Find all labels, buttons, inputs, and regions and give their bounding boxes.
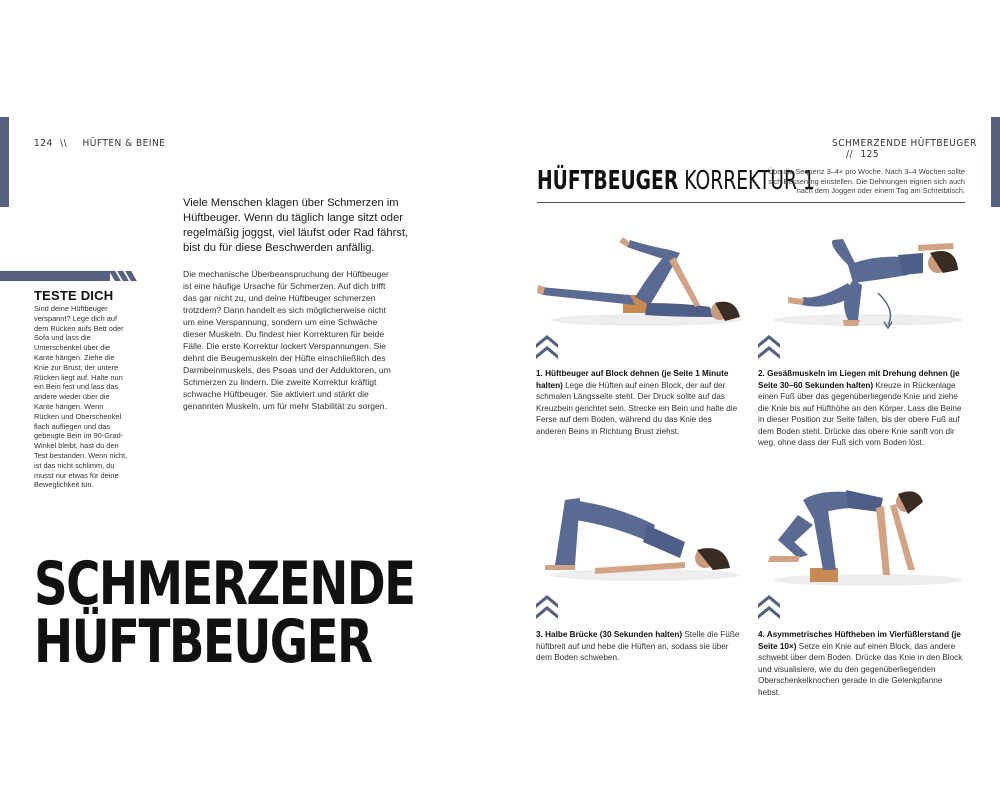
section-title-left: HÜFTEN & BEINE: [82, 138, 166, 149]
page-number-right: 125: [860, 149, 880, 160]
korrektur-heading-bold: HÜFTBEUGER: [537, 166, 679, 196]
exercise-4-photo: [758, 480, 963, 595]
teste-dich-heading: TESTE DICH: [34, 288, 114, 303]
exercise-4-text: [758, 629, 965, 698]
section-title-right: SCHMERZENDE HÜFTBEUGER: [832, 138, 977, 149]
exercise-2-title: 2. Gesäßmuskeln im Liegen mit Drehung dehnen (je Seite 30–60 Sekunden halten): [758, 369, 960, 390]
chevron-up-icon: [758, 330, 780, 360]
korrektur-rule: [537, 202, 965, 203]
header-separator-right: //: [846, 149, 854, 160]
left-edge-tab: [0, 117, 9, 207]
right-edge-tab: [991, 117, 1000, 207]
exercise-3-text: [536, 629, 743, 664]
chevron-up-icon: [536, 330, 558, 360]
running-header-right: [832, 138, 1000, 160]
chapter-title-line-1: SCHMERZENDE: [34, 549, 415, 619]
header-separator-left: \\: [60, 138, 68, 149]
running-header-left: [34, 138, 165, 149]
exercise-4-description: Setze ein Knie auf einen Block, das andere schwebt über dem Boden. Drücke das Knie in den Block und visualisiere, wie du den gegenüberliegenden Oberschenkelknochen gerade in die Gelenkpfanne hebst.: [758, 641, 963, 697]
exercise-1-description: Lege die Hüften auf einen Block, der auf der schmalen Längsseite steht. Der Druck sollte auf das Kreuzbein gerichtet sein. Strecke ein Bein und halte die Ferse auf dem Boden, während du das Knie des anderen Beins in Richtung Brust ziehst.: [536, 380, 738, 436]
chapter-title-line-2: HÜFTBEUGER: [34, 607, 372, 677]
chevron-up-icon: [536, 590, 558, 620]
exercise-3-title: 3. Halbe Brücke (30 Sekunden halten): [536, 630, 683, 639]
exercise-2-description: Kreuze in Rückenlage einen Fuß über das gegenüberliegende Knie und ziehe die Knie bis auf Hüfthöhe an den Körper. Lass die Beine in dieser Position zur Seite fallen, bis der obere Fuß auf dem Boden steht. Drücke das obere Knie sanft von dir weg, ohne dass der Fuß sich vom Boden löst.: [758, 380, 962, 447]
chevron-up-icon: [758, 590, 780, 620]
exercise-1-text: [536, 368, 743, 437]
exercise-2-photo: [758, 225, 963, 340]
korrektur-heading-light: KORREKTUR 1: [678, 166, 815, 196]
exercise-3-photo: [535, 480, 740, 595]
exercise-4-title: 4. Asymmetrisches Hüftheben im Vierfüßlerstand (je Seite 10×): [758, 630, 961, 651]
chapter-title: [34, 549, 415, 677]
korrektur-note: Übe die Sequenz 3–4× pro Woche. Nach 3–4 Wochen sollte sich Besserung einstellen. Die Dehnungen eignen sich auch nach dem Joggen oder einem Tag am Schreibtisch.: [767, 167, 965, 196]
exercise-2-text: [758, 368, 965, 449]
sidebar-stripe: [0, 271, 110, 281]
exercise-1-photo: [535, 225, 740, 340]
exercise-3-description: Stelle die Füße hüftbreit auf und hebe die Hüften an, sodass sie über dem Boden schweben.: [536, 630, 740, 662]
intro-paragraph: Viele Menschen klagen über Schmerzen im Hüftbeuger. Wenn du täglich lange sitzt oder regelmäßig joggst, viel läufst oder Rad fährst, bist du für diese Beschwerden anfällig.: [183, 197, 409, 254]
exercise-1-title: 1. Hüftbeuger auf Block dehnen (je Seite 1 Minute halten): [536, 369, 729, 390]
page-number-left: 124: [34, 138, 53, 149]
body-paragraph: Die mechanische Überbeanspruchung der Hüftbeuger ist eine häufige Ursache für Schmerzen. Auf dich trifft das gar nicht zu, und deine Hüftbeuger schmerzen trotzdem? Dann handelt es sich möglicherweise nicht um eine Verspannung, sondern um eine Schwäche dieser Muskeln. Du findest hier Korrekturen für beide Fälle. Die erste Korrektur lockert Verspannungen. Sie dehnt die Beugemuskeln der Hüfte einschließlich des Darmbeinmuskels, des Psoas und der Adduktoren, um Schmerzen zu lindern. Die zweite Korrektur kräftigt schwache Hüftbeuger. Sie aktiviert und stärkt die genannten Muskeln, um für mehr Stabilität zu sorgen.: [183, 269, 391, 411]
teste-dich-text: Sind deine Hüftbeuger verspannt? Lege dich auf dem Rücken aufs Bett oder Sofa und lass die Unterschenkel über die Kante hängen. Ziehe die Knie zur Brust; der untere Rücken liegt auf. Halte nun ein Bein fest und lass das andere wieder über die Kante hängen. Wenn Rücken und Oberschenkel flach aufliegen und das gebeugte Bein im 90-Grad-Winkel bleibt, hast du den Test bestanden. Wenn nicht, ist das nicht schlimm, du musst nur etwas für deine Beweglichkeit tun.: [34, 304, 128, 490]
